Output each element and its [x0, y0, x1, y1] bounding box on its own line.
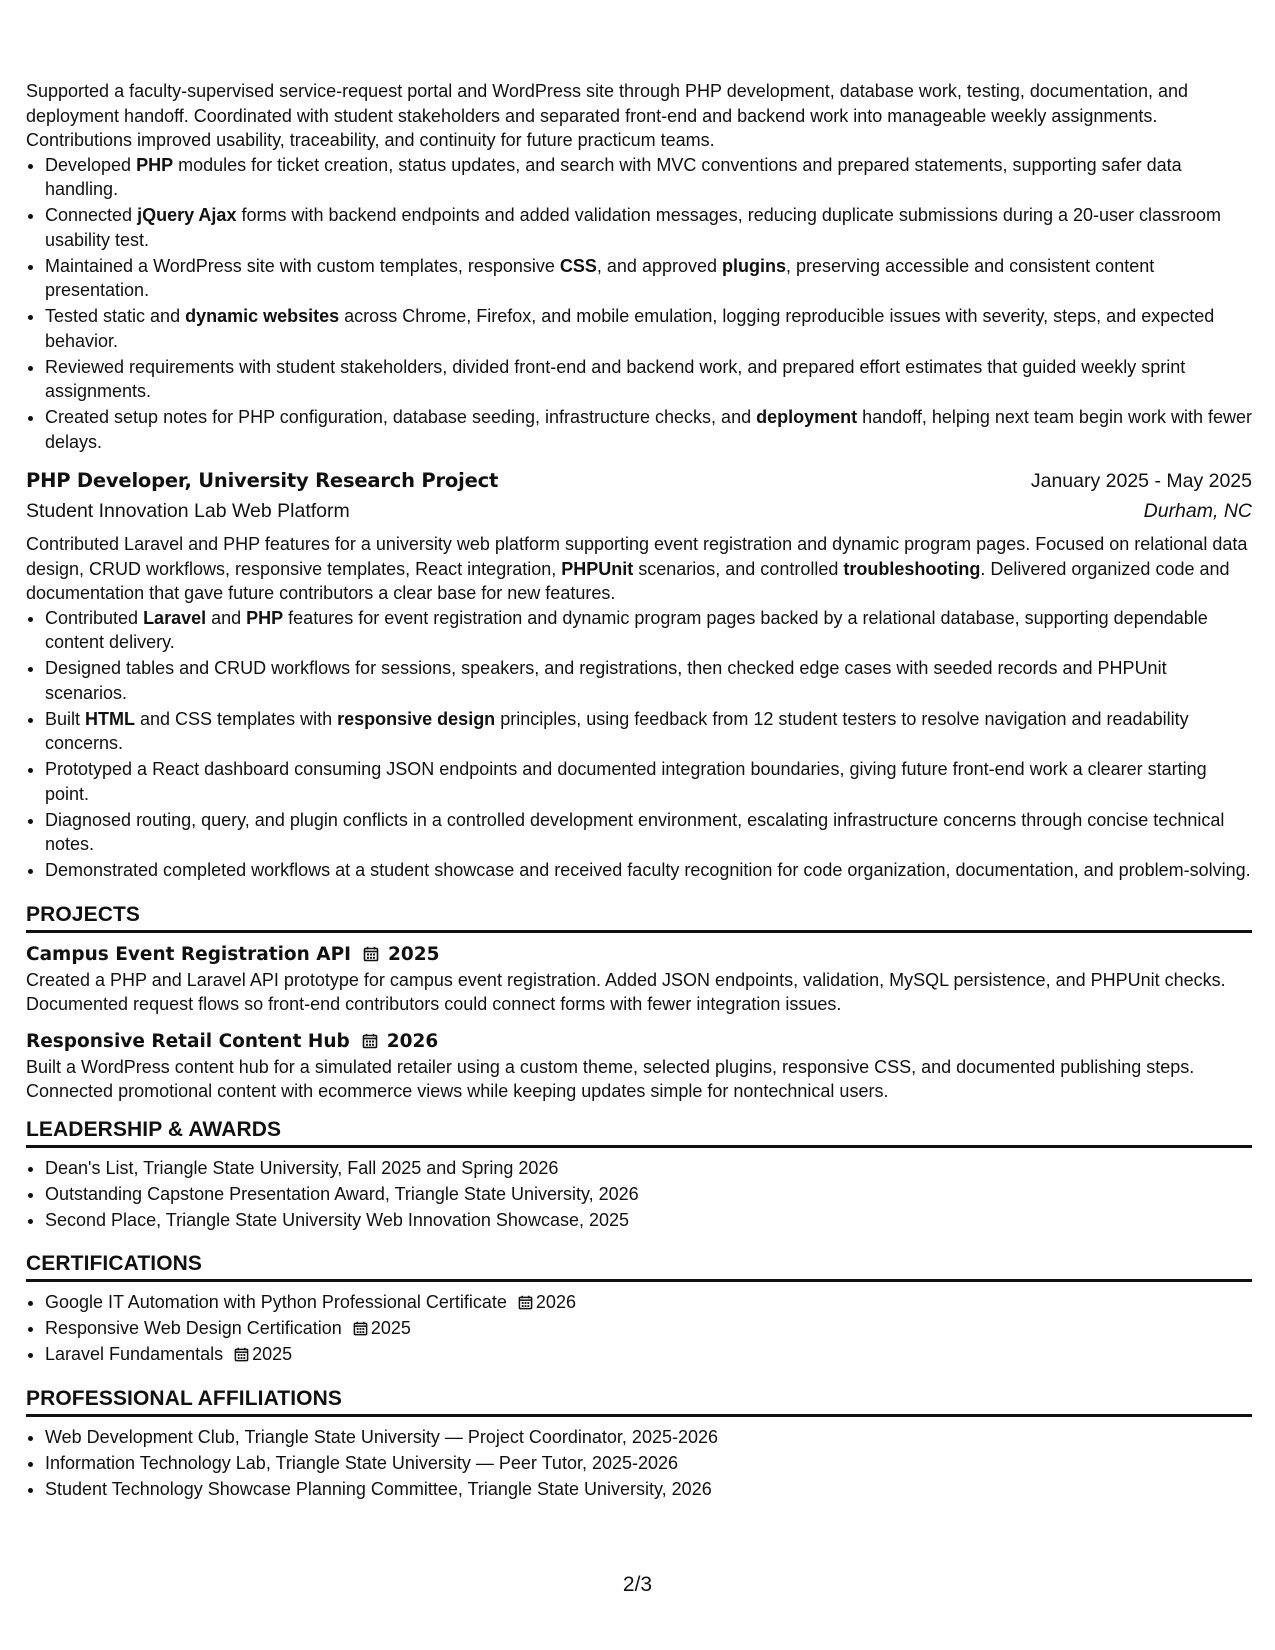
list-item: • Dean's List, Triangle State University, Fall 2025 and Spring 2026 — [45, 1156, 1252, 1181]
text-segment: and — [206, 607, 247, 628]
text-segment: Tested static and — [45, 306, 186, 326]
resume-page — [26, 79, 1252, 1503]
bullet-item — [45, 707, 1252, 756]
affiliations-heading: PROFESSIONAL AFFILIATIONS — [26, 1385, 1252, 1417]
text-segment: Built — [45, 708, 86, 729]
job-dates: January 2025 - May 2025 — [1030, 470, 1252, 492]
text-segment: Prototyped a React dashboard consuming JSON endpoints and documented integration boundaries, giving future front-end work a clearer starting point. — [45, 759, 1207, 804]
bullet-item — [45, 304, 1252, 353]
text-segment: features for event registration and dynamic program pages backed by a relational database, supporting dependable content delivery. — [45, 607, 1208, 652]
text-segment: and CSS templates with — [135, 708, 338, 729]
project-title-row — [26, 1028, 1252, 1055]
certification-name: Laravel Fundamentals — [45, 1344, 224, 1364]
bullet-item — [45, 606, 1252, 655]
job-organization: Student Innovation Lab Web Platform — [26, 500, 350, 522]
projects-list — [26, 941, 1252, 1104]
text-segment: Designed tables and CRUD workflows for sessions, speakers, and registrations, then checked edge cases with seeded records and PHPUnit scenarios. — [45, 658, 1167, 703]
certification-item — [45, 1290, 1252, 1315]
affiliations-list — [26, 1425, 1252, 1502]
calendar-icon — [362, 1033, 378, 1049]
certifications-heading: CERTIFICATIONS — [26, 1250, 1252, 1282]
list-item: • Student Technology Showcase Planning Committee, Triangle State University, 2026 — [45, 1477, 1252, 1502]
text-segment: Diagnosed routing, query, and plugin conflicts in a controlled development environment, escalating infrastructure concerns through concise technical notes. — [45, 809, 1225, 854]
list-item: • Information Technology Lab, Triangle State University — Peer Tutor, 2025-2026 — [45, 1451, 1252, 1476]
keyword: jQuery Ajax — [137, 205, 237, 225]
bullet-item — [45, 858, 1252, 883]
keyword: Laravel — [143, 607, 207, 628]
job-title: PHP Developer, University Research Project — [26, 469, 499, 492]
job2-header — [26, 466, 1252, 496]
project-item — [26, 941, 1252, 1017]
certification-name: Responsive Web Design Certification — [45, 1318, 342, 1338]
project-item — [26, 1028, 1252, 1104]
bullet-item — [45, 254, 1252, 303]
certifications-list — [26, 1290, 1252, 1367]
project-title: Responsive Retail Content Hub — [26, 1030, 350, 1052]
bullet-item — [45, 808, 1252, 857]
text-segment: Connected — [45, 205, 138, 225]
job-location: Durham, NC — [1143, 500, 1252, 522]
bullet-item — [45, 405, 1252, 454]
calendar-icon — [353, 1321, 368, 1336]
certification-item — [45, 1316, 1252, 1341]
certification-year: 2026 — [535, 1292, 576, 1312]
keyword: PHP — [246, 607, 284, 628]
certification-year: 2025 — [370, 1318, 411, 1338]
text-segment: forms with backend endpoints and added validation messages, reducing duplicate submissions during a 20-user classroom usability test. — [45, 205, 1222, 250]
text-segment: modules for ticket creation, status updates, and search with MVC conventions and prepared statements, supporting safer data handling. — [45, 154, 1182, 199]
keyword: deployment — [756, 407, 858, 427]
text-segment: , and approved — [596, 255, 723, 276]
calendar-icon — [518, 1295, 533, 1310]
text-segment: across Chrome, Firefox, and mobile emulation, logging reproducible issues with severity, steps, and expected behavior. — [45, 306, 1215, 351]
keyword: CSS — [559, 255, 597, 276]
job1-summary: Supported a faculty-supervised service-request portal and WordPress site through PHP development, database work, testing, documentation, and deployment handoff. Coordinated with student stakeholders and separated front-end and backend work into manageable weekly assignments. Contributions improved usability, traceability, and continuity for future practicum teams. — [26, 81, 1188, 150]
keyword: dynamic websites — [185, 306, 340, 326]
bullet-item — [45, 355, 1252, 404]
list-item: • Second Place, Triangle State University Web Innovation Showcase, 2025 — [45, 1208, 1252, 1233]
project-year: 2025 — [388, 943, 440, 965]
job2-subheader — [26, 496, 1252, 526]
text-segment: . Delivered organized code and documentation that gave future contributors a clear base for new features. — [26, 558, 1230, 603]
calendar-icon — [363, 946, 379, 962]
text-segment: handoff, helping next team begin work with fewer delays. — [45, 407, 1253, 452]
bullet-item — [45, 757, 1252, 806]
keyword: plugins — [722, 255, 787, 276]
calendar-icon — [234, 1347, 249, 1362]
text-segment: principles, using feedback from 12 student testers to resolve navigation and readability concerns. — [45, 708, 1189, 753]
keyword: PHPUnit — [561, 558, 634, 579]
certification-year: 2025 — [252, 1344, 293, 1364]
text-segment: , preserving accessible and consistent content presentation. — [45, 255, 1155, 300]
text-segment: Maintained a WordPress site with custom templates, responsive — [45, 255, 560, 276]
leadership-heading: LEADERSHIP & AWARDS — [26, 1116, 1252, 1148]
text-segment: Demonstrated completed workflows at a student showcase and received faculty recognition for code organization, documentation, and problem-solving. — [45, 860, 1251, 880]
job2-entry — [26, 466, 1252, 883]
project-title: Campus Event Registration API — [26, 943, 352, 965]
job1-bullet-list — [26, 153, 1252, 455]
keyword: troubleshooting — [843, 558, 981, 579]
bullet-item — [45, 153, 1252, 202]
project-year: 2026 — [386, 1030, 439, 1052]
list-item: • Outstanding Capstone Presentation Award, Triangle State University, 2026 — [45, 1182, 1252, 1207]
projects-heading: PROJECTS — [26, 901, 1252, 933]
page-number: 2/3 — [622, 1573, 653, 1596]
leadership-list — [26, 1156, 1252, 1233]
certification-item — [45, 1342, 1252, 1367]
text-segment: Reviewed requirements with student stakeholders, divided front-end and backend work, and prepared effort estimates that guided weekly sprint assignments. — [45, 356, 1186, 401]
project-description: Created a PHP and Laravel API prototype for campus event registration. Added JSON endpoints, validation, MySQL persistence, and PHPUnit checks. Documented request flows so front-end contributors could connect forms with fewer integration issues. — [26, 969, 1226, 1014]
bullet-item — [45, 656, 1252, 705]
job2-bullet-list — [26, 606, 1252, 883]
text-segment: Developed — [45, 154, 137, 175]
keyword: responsive design — [337, 708, 496, 729]
project-title-row — [26, 941, 1252, 968]
keyword: PHP — [136, 154, 174, 175]
certification-name: Google IT Automation with Python Professional Certificate — [45, 1292, 507, 1312]
list-item: • Web Development Club, Triangle State University — Project Coordinator, 2025-2026 — [45, 1425, 1252, 1450]
text-segment: Created setup notes for PHP configuration, database seeding, infrastructure checks, and — [45, 407, 757, 427]
text-segment: Contributed — [45, 607, 144, 628]
text-segment: scenarios, and controlled — [633, 558, 844, 579]
job2-summary — [26, 532, 1252, 606]
text-segment: Contributed Laravel and PHP features for a university web platform supporting event registration and dynamic program pages. Focused on relational data design, CRUD workflows, responsive templates, React integration, — [26, 534, 1248, 579]
project-description: Built a WordPress content hub for a simulated retailer using a custom theme, selected plugins, responsive CSS, and documented publishing steps. Connected promotional content with ecommerce views while keeping updates simple for nontechnical users. — [26, 1056, 1195, 1101]
keyword: HTML — [85, 708, 136, 729]
bullet-item — [45, 203, 1252, 252]
